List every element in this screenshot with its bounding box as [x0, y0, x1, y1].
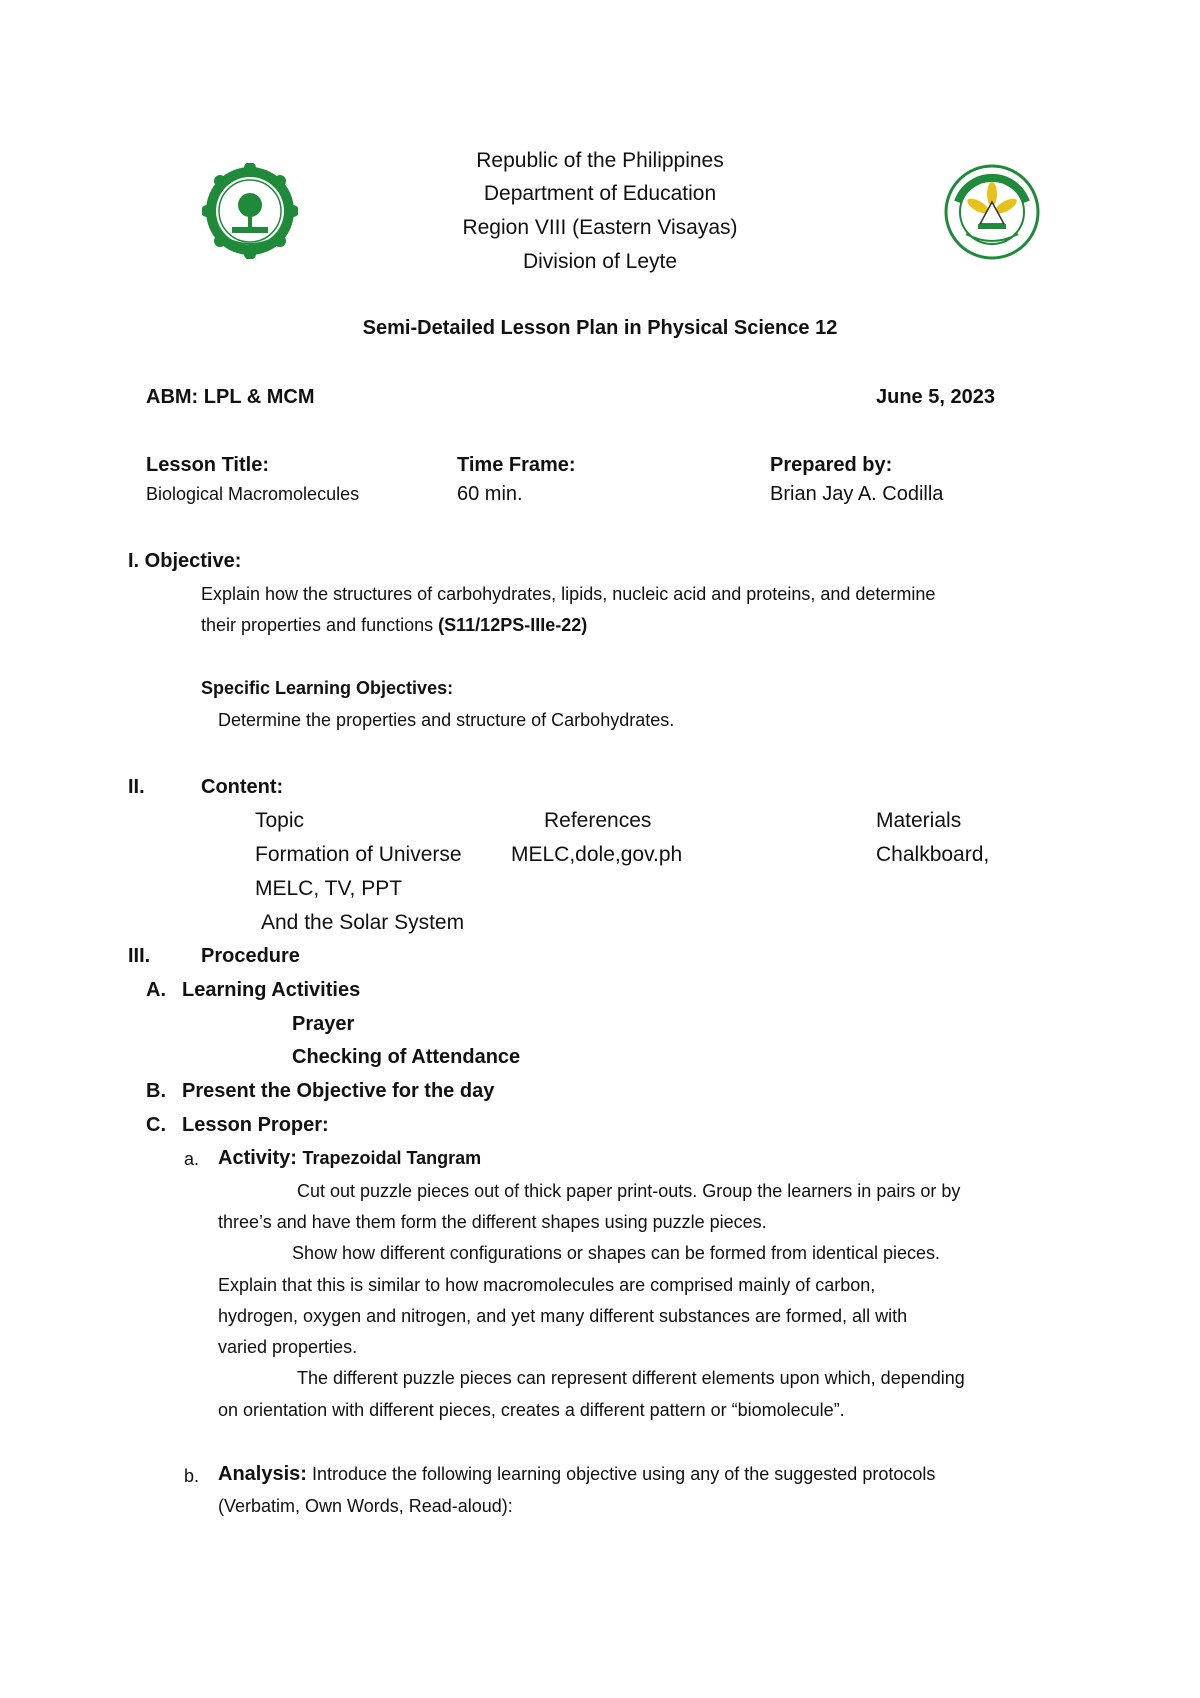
analysis-line2: (Verbatim, Own Words, Read-aloud): [218, 1496, 513, 1516]
attendance-item: Checking of Attendance [292, 1046, 521, 1068]
activity-p2-line4: varied properties. [218, 1337, 358, 1357]
time-frame-value: 60 min. [457, 483, 523, 505]
analysis-label: Analysis: [218, 1463, 307, 1485]
content-col-topic: Topic [255, 809, 305, 832]
procedure-a-letter: A. [146, 979, 166, 1001]
activity-p3-line2: on orientation with different pieces, creates a different pattern or “biomolecule”. [218, 1400, 845, 1420]
content-references-value: MELC,dole,gov.ph [511, 843, 683, 866]
content-topic-line2: MELC, TV, PPT [255, 877, 403, 900]
header-department: Department of Education [483, 182, 717, 205]
lesson-title-value: Biological Macromolecules [146, 484, 360, 504]
prayer-item: Prayer [292, 1013, 355, 1035]
lesson-proper-heading: Lesson Proper: [182, 1114, 329, 1136]
objective-text-line1: Explain how the structures of carbohydrates, lipids, nucleic acid and proteins, and determine [201, 584, 936, 604]
lesson-title-label: Lesson Title: [146, 454, 269, 476]
activity-letter: a. [184, 1149, 200, 1169]
activity-p3-line1: The different puzzle pieces can represent different elements upon which, depending [297, 1368, 965, 1388]
activity-label: Activity: [218, 1147, 297, 1169]
objective-heading: I. Objective: [128, 550, 242, 572]
header-republic: Republic of the Philippines [476, 149, 724, 172]
present-objective-heading: Present the Objective for the day [182, 1080, 495, 1102]
specific-objective-text: Determine the properties and structure of Carbohydrates. [218, 710, 675, 730]
content-col-references: References [544, 809, 652, 832]
activity-p2-line2: Explain that this is similar to how macromolecules are comprised mainly of carbon, [218, 1275, 876, 1295]
division-seal-right-logo [944, 164, 1040, 260]
time-frame-label: Time Frame: [457, 454, 576, 476]
activity-p1-line1: Cut out puzzle pieces out of thick paper print-outs. Group the learners in pairs or by [297, 1181, 961, 1201]
procedure-heading: Procedure [201, 945, 300, 967]
objective-text-line2 [201, 615, 587, 636]
analysis-letter: b. [184, 1466, 200, 1486]
objective-competency-code: (S11/12PS-IIIe-22) [438, 615, 588, 635]
objective-text-line2-main: their properties and functions [201, 615, 434, 635]
header-region: Region VIII (Eastern Visayas) [462, 216, 738, 239]
content-heading: Content: [201, 776, 284, 798]
lesson-date: June 5, 2023 [876, 386, 995, 408]
analysis-line1-wrap [218, 1463, 935, 1486]
activity-title: Trapezoidal Tangram [302, 1148, 482, 1168]
section-label: ABM: LPL & MCM [146, 386, 315, 408]
procedure-c-letter: C. [146, 1114, 166, 1136]
content-col-materials: Materials [876, 809, 962, 832]
school-seal-left-logo [202, 163, 298, 259]
prepared-by-value: Brian Jay A. Codilla [770, 483, 944, 505]
procedure-numeral: III. [128, 945, 151, 967]
prepared-by-label: Prepared by: [770, 454, 893, 476]
content-materials-value: Chalkboard, [876, 843, 990, 866]
content-numeral: II. [128, 776, 145, 798]
procedure-b-letter: B. [146, 1080, 166, 1102]
content-topic-line1: Formation of Universe [255, 843, 462, 866]
analysis-line1: Introduce the following learning objective using any of the suggested protocols [311, 1464, 936, 1484]
activity-p2-line1: Show how different configurations or shapes can be formed from identical pieces. [292, 1243, 941, 1263]
activity-p1-line2: three’s and have them form the different shapes using puzzle pieces. [218, 1212, 767, 1232]
lesson-plan-title: Semi-Detailed Lesson Plan in Physical Science 12 [362, 317, 838, 339]
learning-activities-heading: Learning Activities [182, 979, 361, 1001]
content-topic-line3: And the Solar System [261, 911, 465, 934]
activity-heading [218, 1147, 481, 1170]
header-division: Division of Leyte [522, 250, 678, 273]
activity-p2-line3: hydrogen, oxygen and nitrogen, and yet many different substances are formed, all with [218, 1306, 908, 1326]
specific-objectives-label: Specific Learning Objectives: [201, 678, 454, 698]
